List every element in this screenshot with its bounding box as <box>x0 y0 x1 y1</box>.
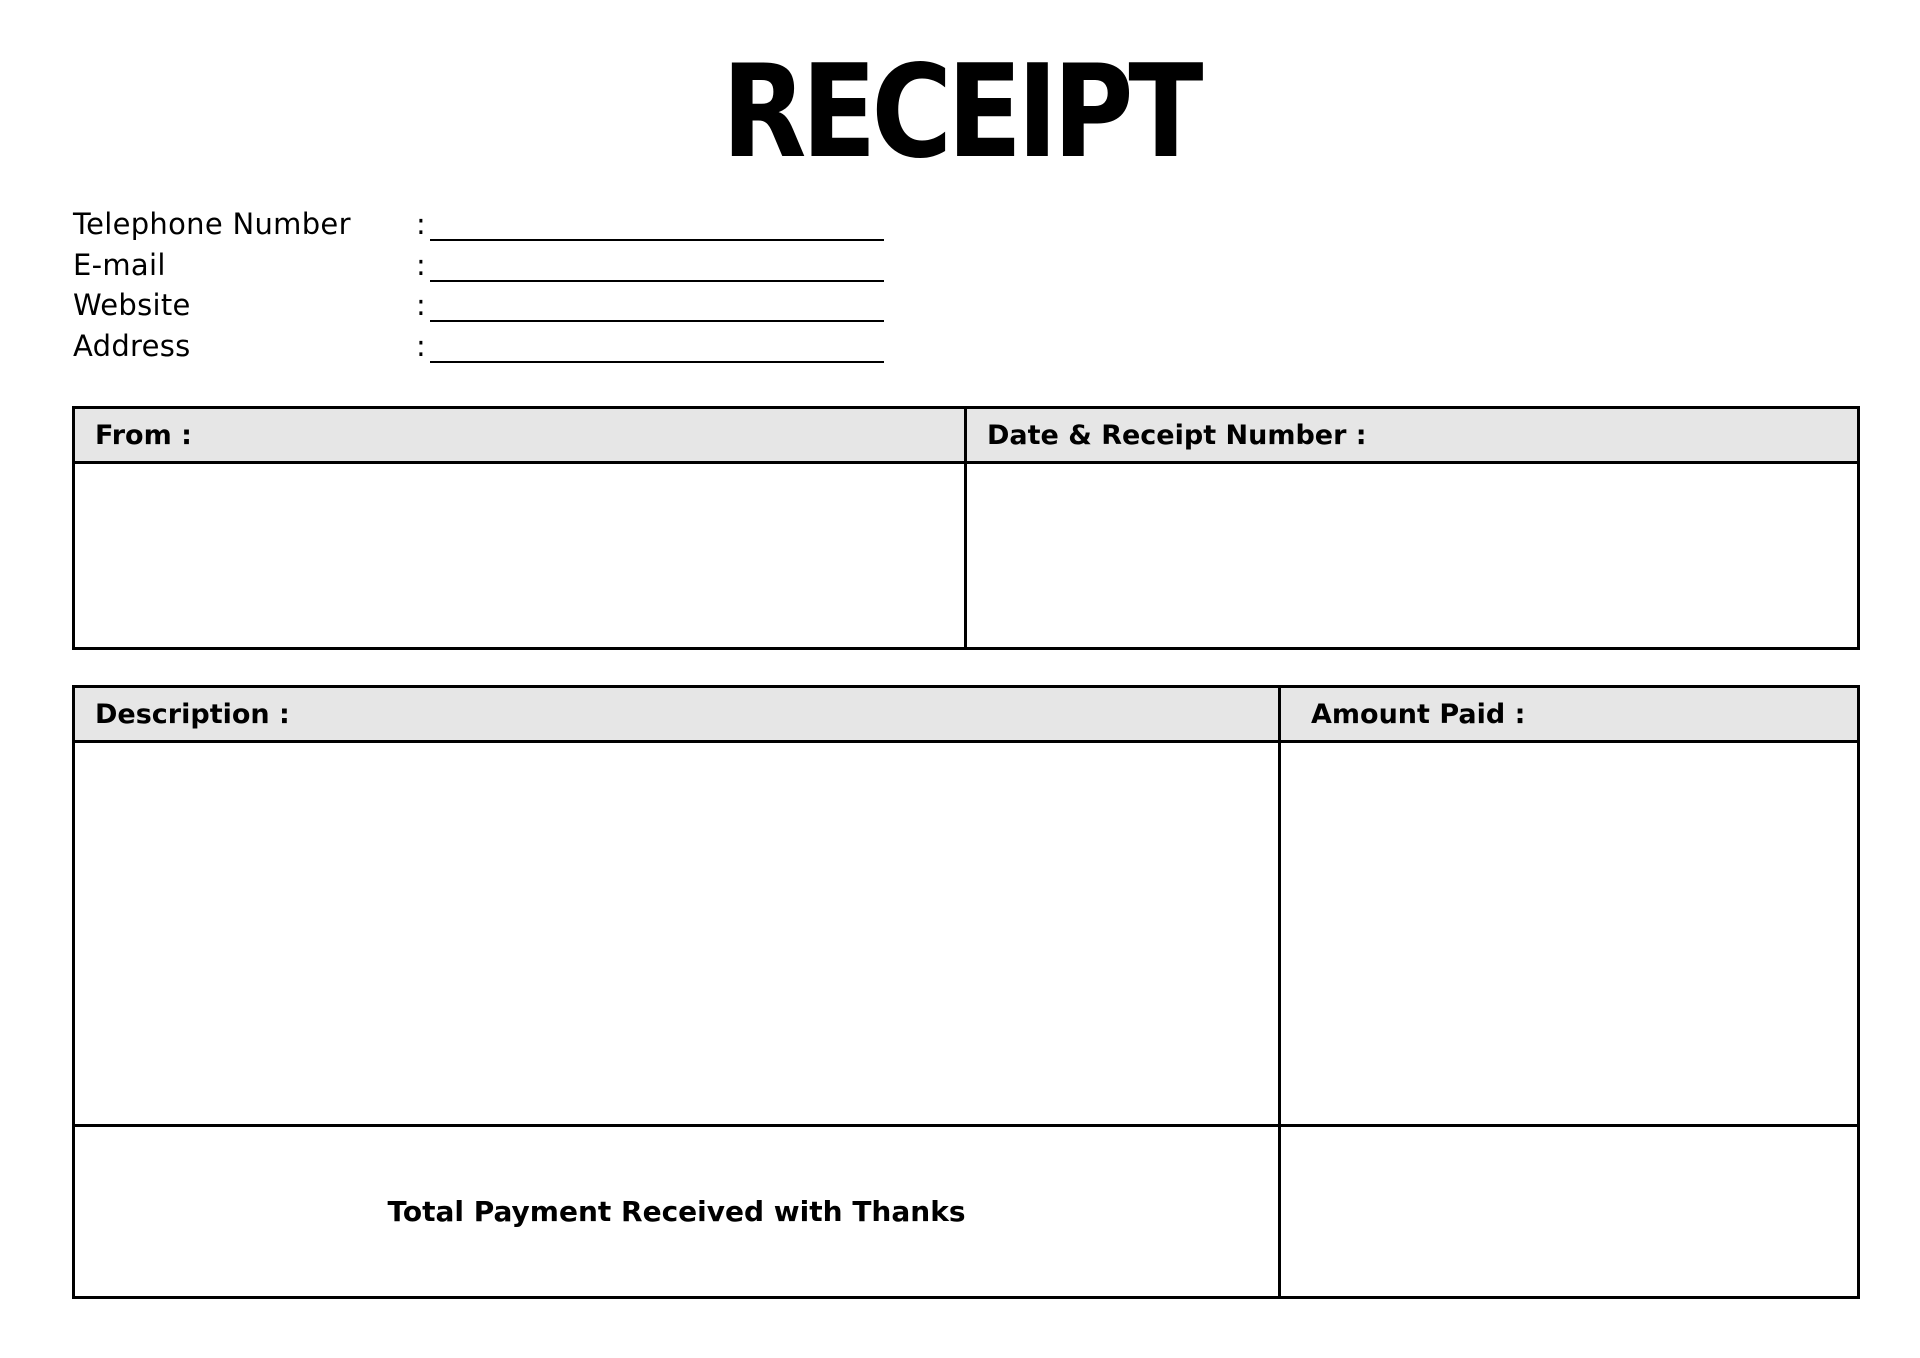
telephone-label: Telephone Number <box>73 207 351 242</box>
address-field[interactable] <box>430 333 884 363</box>
telephone-field[interactable] <box>430 211 884 241</box>
description-amount-table <box>72 685 1860 1299</box>
address-row <box>73 326 973 367</box>
website-label: Website <box>73 288 191 323</box>
date-receipt-header: Date & Receipt Number : <box>966 408 1859 463</box>
amount-paid-field[interactable] <box>1280 742 1859 1126</box>
from-header: From : <box>74 408 966 463</box>
from-field[interactable] <box>74 463 966 649</box>
email-row <box>73 245 973 286</box>
website-field[interactable] <box>430 292 884 322</box>
date-receipt-field[interactable] <box>966 463 1859 649</box>
description-header: Description : <box>74 687 1280 742</box>
amount-paid-header: Amount Paid : <box>1280 687 1859 742</box>
email-label: E-mail <box>73 247 166 282</box>
website-separator: : <box>416 288 427 323</box>
telephone-separator: : <box>416 207 427 242</box>
from-date-table <box>72 406 1860 650</box>
email-field[interactable] <box>430 252 884 282</box>
website-row <box>73 285 973 326</box>
receipt-title: RECEIPT <box>721 38 1199 187</box>
address-separator: : <box>416 328 427 363</box>
telephone-row <box>73 204 973 245</box>
total-payment-field[interactable] <box>1280 1126 1859 1298</box>
total-payment-label: Total Payment Received with Thanks <box>74 1126 1280 1298</box>
email-separator: : <box>416 247 427 282</box>
description-field[interactable] <box>74 742 1280 1126</box>
contact-block <box>73 204 973 366</box>
address-label: Address <box>73 328 191 363</box>
